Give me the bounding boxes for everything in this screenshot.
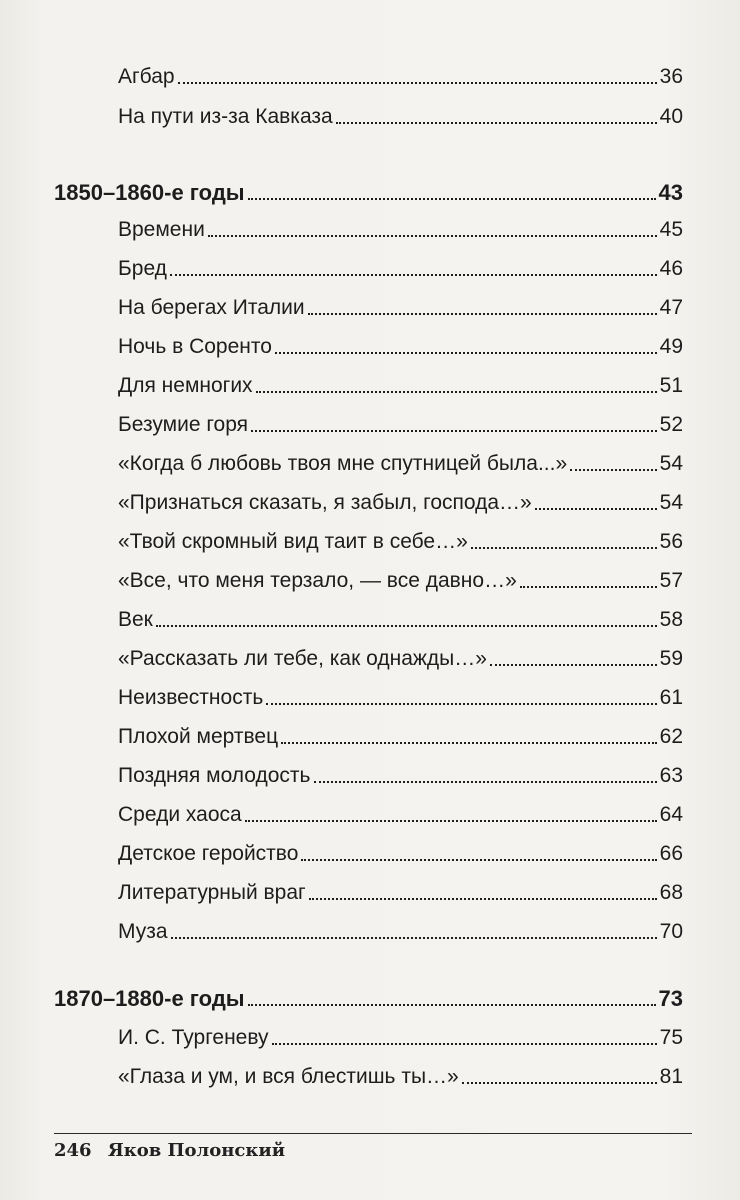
dot-leader bbox=[170, 274, 657, 276]
dot-leader bbox=[336, 122, 657, 124]
toc-entry-title: «Когда б любовь твоя мне спутницей была...» bbox=[118, 452, 568, 475]
toc-entry-page: 54 bbox=[659, 452, 683, 475]
toc-entry bbox=[118, 100, 683, 130]
toc-entry bbox=[118, 681, 683, 711]
toc-entry bbox=[118, 369, 683, 399]
toc-entry-page: 66 bbox=[659, 842, 683, 865]
dot-leader bbox=[462, 1082, 657, 1084]
dot-leader bbox=[245, 820, 657, 822]
toc-entry-title: «Глаза и ум, и вся блестишь ты…» bbox=[118, 1065, 459, 1088]
toc-entry-title: Литературный враг bbox=[118, 881, 306, 904]
dot-leader bbox=[251, 430, 657, 432]
toc-entry bbox=[118, 876, 683, 906]
toc-entry-page: 59 bbox=[659, 647, 683, 670]
dot-leader bbox=[301, 859, 656, 861]
toc-entry bbox=[118, 408, 683, 438]
toc-entry bbox=[118, 252, 683, 282]
dot-leader bbox=[272, 1043, 657, 1045]
toc-entry-title: Бред bbox=[118, 257, 167, 280]
toc-entry-page: 40 bbox=[659, 105, 683, 128]
dot-leader bbox=[248, 198, 656, 200]
toc-entry-title: Времени bbox=[118, 218, 205, 241]
toc-entry-title: Для немногих bbox=[118, 374, 253, 397]
toc-entry bbox=[118, 759, 683, 789]
dot-leader bbox=[570, 469, 656, 471]
dot-leader bbox=[248, 1004, 656, 1006]
toc-entry-page: 56 bbox=[659, 530, 683, 553]
toc-entry-title: Век bbox=[118, 608, 153, 631]
toc-entry-title: На пути из-за Кавказа bbox=[118, 105, 333, 128]
toc-entry bbox=[118, 837, 683, 867]
toc-entry bbox=[118, 798, 683, 828]
dot-leader bbox=[256, 391, 657, 393]
dot-leader bbox=[275, 352, 657, 354]
toc-entry-page: 51 bbox=[659, 374, 683, 397]
toc-section-heading bbox=[54, 982, 683, 1012]
dot-leader bbox=[490, 664, 657, 666]
toc-entry-title: Плохой мертвец bbox=[118, 725, 279, 748]
toc-entry-page: 54 bbox=[659, 491, 683, 514]
toc-entry bbox=[118, 447, 683, 477]
toc-entry-title: Неизвестность bbox=[118, 686, 264, 709]
toc-entry-title: 1850–1860-е годы bbox=[54, 180, 245, 205]
toc-entry-title: 1870–1880-е годы bbox=[54, 986, 245, 1011]
dot-leader bbox=[171, 937, 657, 939]
page-footer bbox=[54, 1140, 285, 1161]
toc-entry-page: 64 bbox=[659, 803, 683, 826]
dot-leader bbox=[520, 586, 657, 588]
toc-entry bbox=[118, 642, 683, 672]
running-author: Яков Полонский bbox=[107, 1140, 286, 1161]
toc-entry bbox=[118, 213, 683, 243]
toc-entry-page: 36 bbox=[659, 65, 683, 88]
toc-entry-page: 61 bbox=[659, 686, 683, 709]
toc-entry-title: Безумие горя bbox=[118, 413, 249, 436]
toc-entry-page: 52 bbox=[659, 413, 683, 436]
toc-entry-title: «Признаться сказать, я забыл, господа…» bbox=[118, 491, 532, 514]
toc-entry-page: 45 bbox=[659, 218, 683, 241]
toc-entry bbox=[118, 564, 683, 594]
toc-entry-page: 63 bbox=[659, 764, 683, 787]
toc-entry bbox=[118, 330, 683, 360]
dot-leader bbox=[178, 82, 657, 84]
toc-entry-page: 75 bbox=[659, 1026, 683, 1049]
toc-entry-page: 70 bbox=[659, 920, 683, 943]
toc-entry-title: Детское геройство bbox=[118, 842, 299, 865]
toc-entry bbox=[118, 525, 683, 555]
toc-entry-title: Среди хаоса bbox=[118, 803, 242, 826]
dot-leader bbox=[266, 703, 656, 705]
toc-entry-title: Муза bbox=[118, 920, 168, 943]
dot-leader bbox=[208, 235, 657, 237]
toc-entry bbox=[118, 486, 683, 516]
toc-entry bbox=[118, 720, 683, 750]
footer-rule bbox=[54, 1133, 692, 1134]
toc-section-heading bbox=[54, 176, 683, 206]
toc-entry-page: 46 bbox=[659, 257, 683, 280]
dot-leader bbox=[309, 898, 657, 900]
toc-entry-page: 57 bbox=[659, 569, 683, 592]
toc-entry-page: 62 bbox=[659, 725, 683, 748]
toc-entry bbox=[118, 603, 683, 633]
dot-leader bbox=[156, 625, 657, 627]
toc-entry-page: 47 bbox=[659, 296, 683, 319]
page-number: 246 bbox=[54, 1140, 92, 1161]
toc-entry-page: 73 bbox=[658, 986, 683, 1011]
toc-entry-title: «Рассказать ли тебе, как однажды…» bbox=[118, 647, 487, 670]
toc-entry-title: «Все, что меня терзало, — все давно…» bbox=[118, 569, 517, 592]
toc-entry bbox=[118, 1060, 683, 1090]
toc-entry-title: На берегах Италии bbox=[118, 296, 305, 319]
toc-entry-page: 68 bbox=[659, 881, 683, 904]
dot-leader bbox=[314, 781, 657, 783]
dot-leader bbox=[281, 742, 657, 744]
toc-entry bbox=[118, 60, 683, 90]
toc-entry bbox=[118, 915, 683, 945]
dot-leader bbox=[535, 508, 657, 510]
toc-entry bbox=[118, 1021, 683, 1051]
dot-leader bbox=[471, 547, 657, 549]
toc-entry-page: 43 bbox=[658, 180, 683, 205]
toc-entry-title: И. С. Тургеневу bbox=[118, 1026, 269, 1049]
dot-leader bbox=[308, 313, 657, 315]
toc-entry bbox=[118, 291, 683, 321]
toc-entry-page: 81 bbox=[659, 1065, 683, 1088]
toc-entry-title: Агбар bbox=[118, 65, 175, 88]
toc-entry-title: Ночь в Соренто bbox=[118, 335, 272, 358]
toc-entry-title: Поздняя молодость bbox=[118, 764, 311, 787]
toc-entry-title: «Твой скромный вид таит в себе…» bbox=[118, 530, 468, 553]
toc-entry-page: 49 bbox=[659, 335, 683, 358]
toc-entry-page: 58 bbox=[659, 608, 683, 631]
